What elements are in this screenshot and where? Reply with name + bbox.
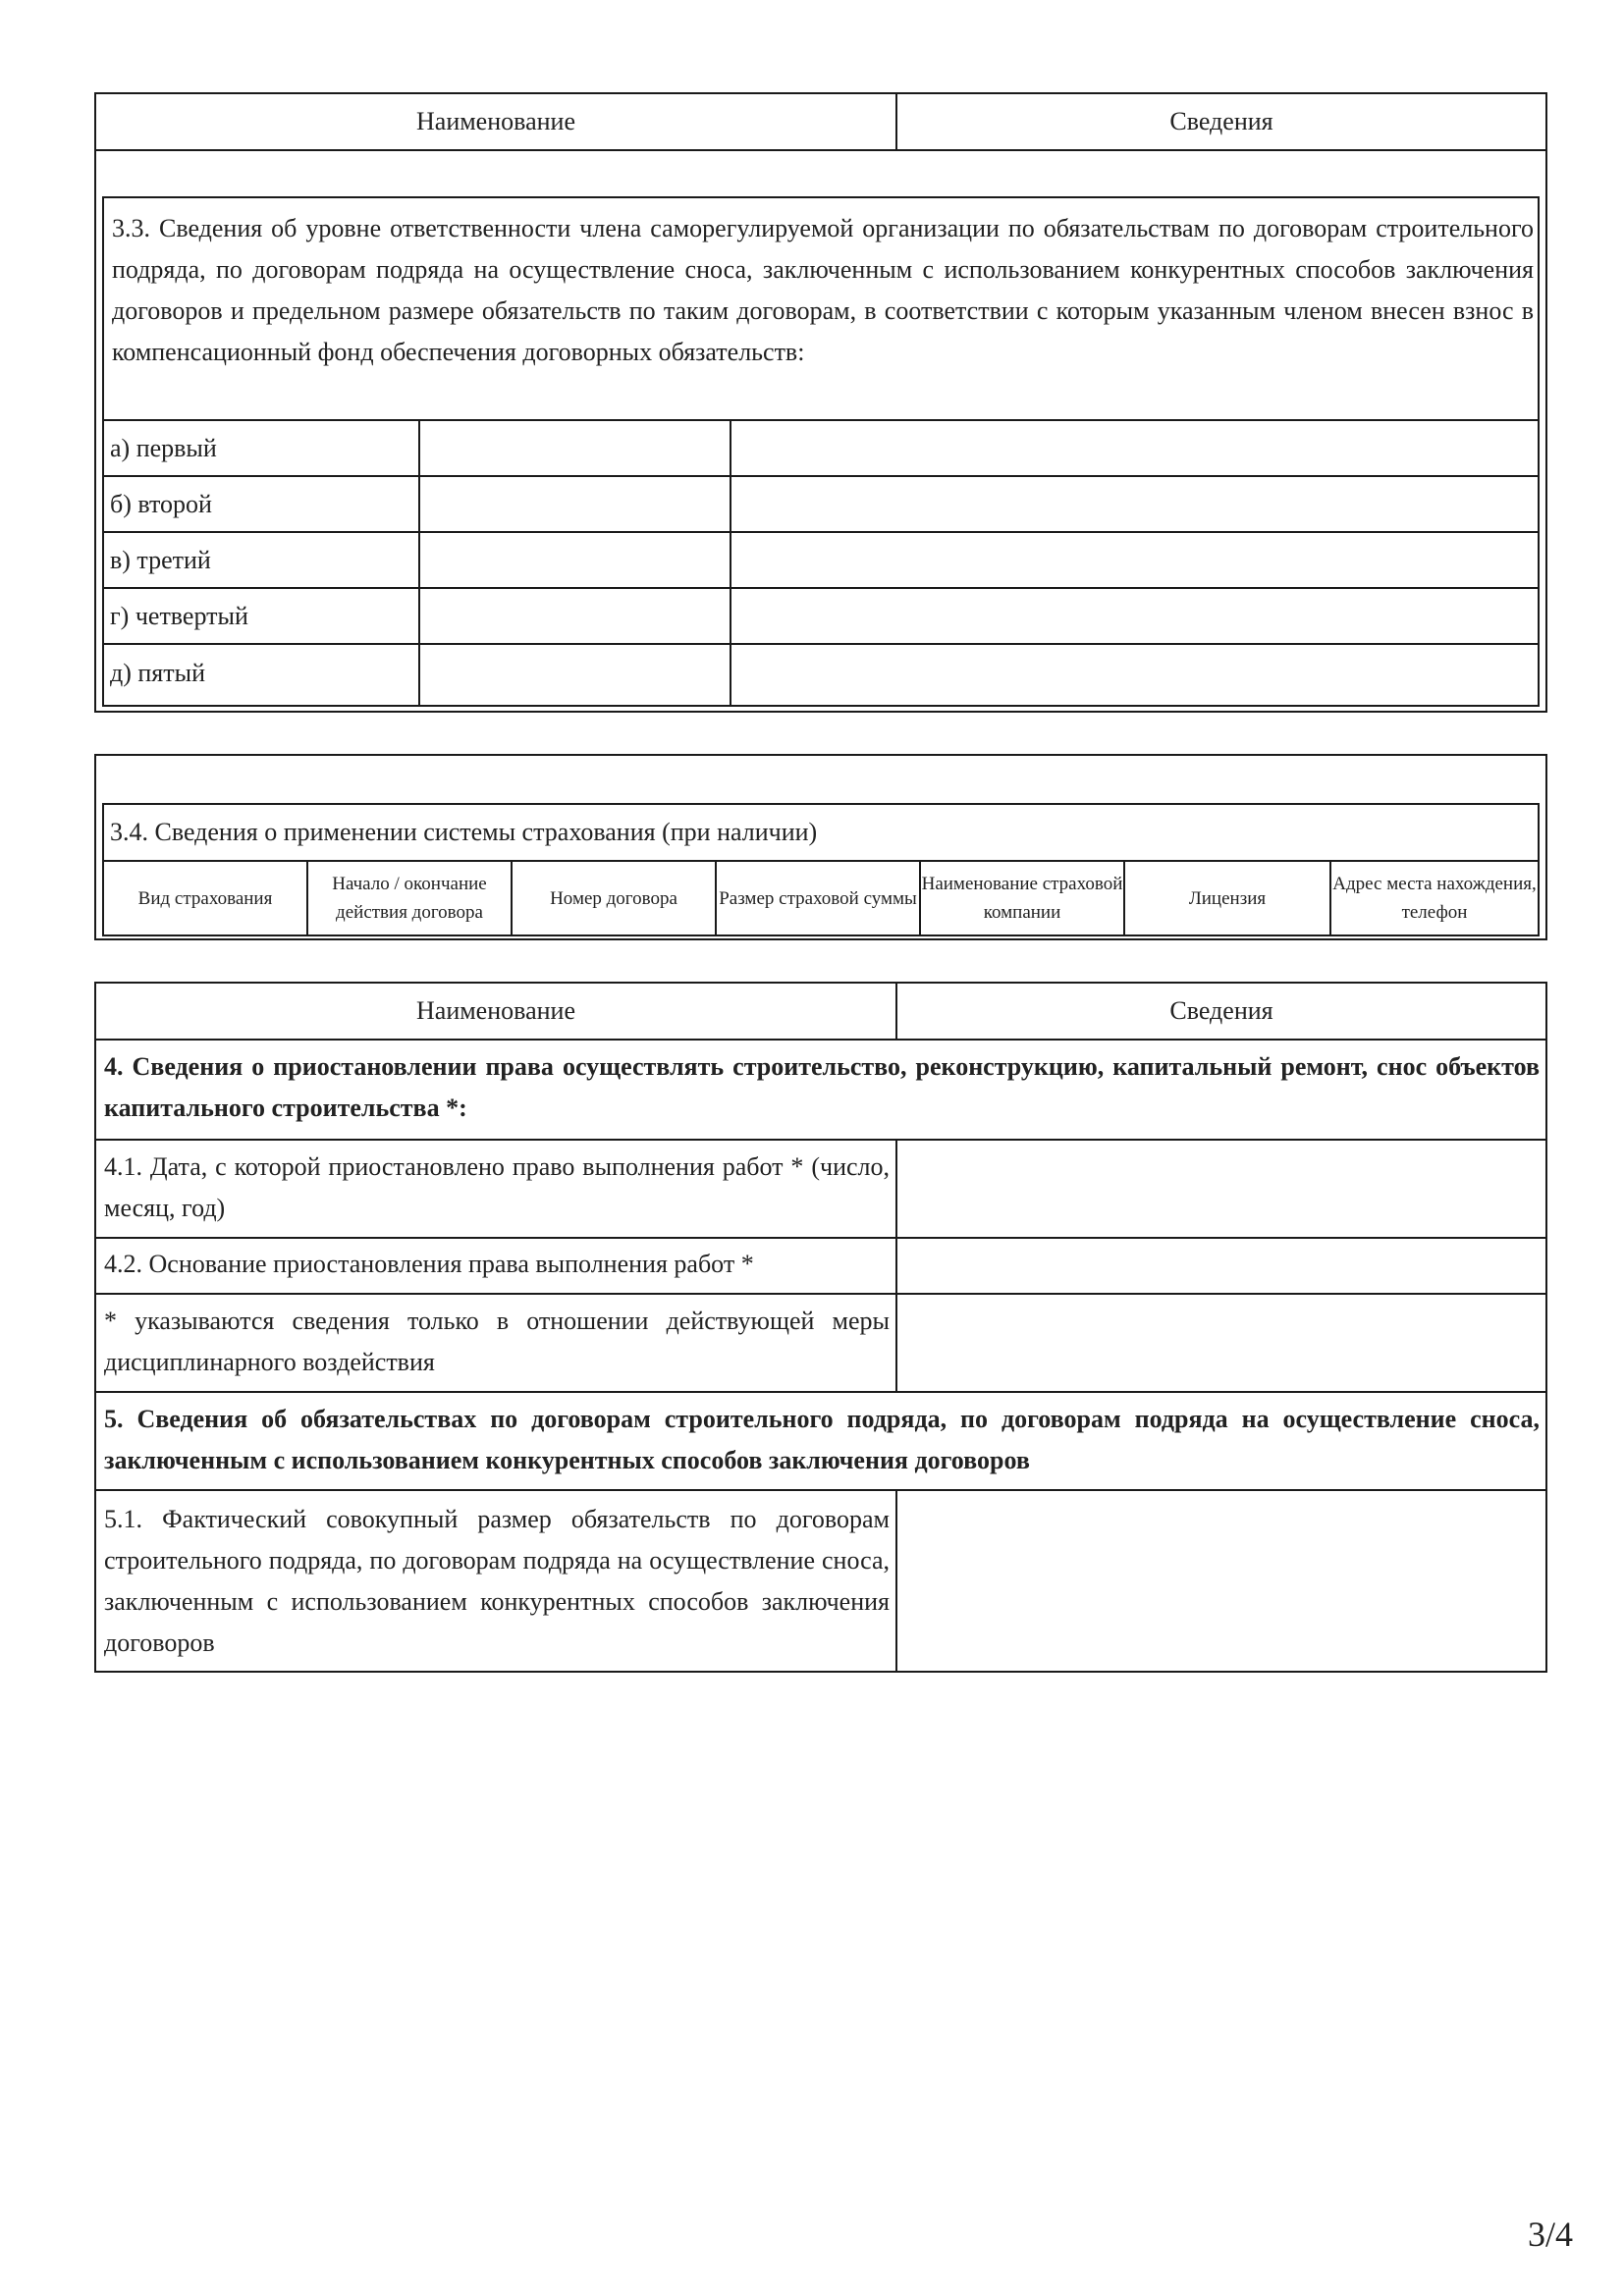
insurance-header-row: [104, 860, 1538, 934]
section-5-heading: 5. Сведения об обязательствах по договорам строительного подряда, по договорам подряда на осуществление сноса, заключенным с использованием конкурентных способов заключения договоров: [96, 1391, 1545, 1489]
col-license: Лицензия: [1123, 862, 1329, 934]
row-5-1: [96, 1489, 1545, 1671]
liability-table: [94, 92, 1547, 713]
level-row: [104, 419, 1538, 475]
row-5-1-value: [895, 1491, 1545, 1671]
level-row: [104, 475, 1538, 531]
level-cell: [730, 533, 731, 587]
note-value: [895, 1295, 1545, 1391]
header-name: Наименование: [416, 107, 575, 135]
level-label: в) третий: [110, 546, 211, 574]
level-label: г) четвертый: [110, 602, 248, 630]
col-insurer-name: Наименование страховой компании: [919, 862, 1123, 934]
suspension-table: [94, 982, 1547, 1673]
header-details: Сведения: [895, 984, 1545, 1039]
level-cell: [730, 477, 731, 531]
row-4-2-label: 4.2. Основание приостановления права выполнения работ *: [104, 1250, 754, 1278]
level-label: а) первый: [110, 434, 217, 462]
level-cell: [418, 533, 420, 587]
level-cell: [418, 645, 420, 705]
level-row: [104, 643, 1538, 705]
level-row: [104, 531, 1538, 587]
section-3-3-text: 3.3. Сведения об уровне ответственности члена саморегулируемой организации по обязательствам по договорам строительного подряда, по договорам подряда на осуществление сноса, заключенным с использованием конкурентных способов заключения договоров и предельном размере обязательств по таким договорам, в соответствии с которым указанным членом внесен взнос в компенсационный фонд обеспечения договорных обязательств:: [112, 214, 1534, 366]
col-contract-period: Начало / окончание действия договора: [306, 862, 511, 934]
header-name: Наименование: [416, 996, 575, 1025]
section-4-heading: 4. Сведения о приостановлении права осуществлять строительство, реконструкцию, капитальный ремонт, снос объектов капитального строительства *:: [96, 1039, 1545, 1139]
level-cell: [730, 421, 731, 475]
col-insured-amount: Размер страховой суммы: [715, 862, 919, 934]
level-cell: [730, 645, 731, 705]
level-label: б) второй: [110, 490, 212, 518]
insurance-inner-table: [102, 803, 1540, 936]
section-3-4-title: 3.4. Сведения о применении системы страхования (при наличии): [110, 818, 818, 846]
row-4-1: [96, 1139, 1545, 1237]
liability-inner-table: [102, 196, 1540, 707]
page-number: 3/4: [1528, 2215, 1574, 2254]
insurance-table: [94, 754, 1547, 940]
row-4-2-value: [895, 1239, 1545, 1293]
level-cell: [418, 589, 420, 643]
level-cell: [418, 477, 420, 531]
header-details: Сведения: [895, 94, 1545, 149]
col-contract-number: Номер договора: [511, 862, 715, 934]
header-separator: [96, 149, 1545, 151]
row-4-1-label: 4.1. Дата, с которой приостановлено право выполнения работ * (число, месяц, год): [104, 1152, 890, 1222]
level-cell: [730, 589, 731, 643]
col-insurance-type: Вид страхования: [137, 887, 273, 909]
level-row: [104, 587, 1538, 643]
col-address-phone: Адрес места нахождения, телефон: [1329, 862, 1538, 934]
note-row: [96, 1293, 1545, 1391]
row-4-1-value: [895, 1141, 1545, 1237]
level-cell: [418, 421, 420, 475]
level-label: д) пятый: [110, 659, 206, 687]
row-4-2: [96, 1237, 1545, 1293]
note-text: * указываются сведения только в отношении действующей меры дисциплинарного воздействия: [104, 1307, 890, 1376]
row-5-1-label: 5.1. Фактический совокупный размер обязательств по договорам строительного подряда, по договорам подряда на осуществление сноса, заключенным с использованием конкурентных способов заключения договоров: [104, 1505, 890, 1657]
